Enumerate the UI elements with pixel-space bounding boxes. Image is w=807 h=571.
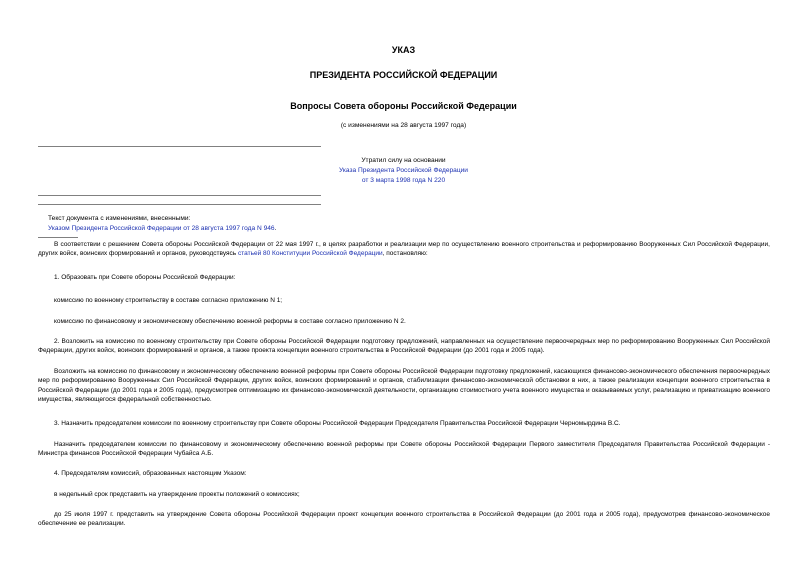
paragraph-1a: комиссию по военному строительству в составе согласно приложению N 1; [54, 297, 283, 304]
paragraph-4a: в недельный срок представить на утверждение проекты положений о комиссиях; [54, 491, 300, 498]
paragraph-1b: комиссию по финансовому и экономическому обеспечению военной реформы в составе согласно приложению N 2. [54, 318, 406, 325]
lost-force-decree-link[interactable]: Указа Президента Российской Федерации [339, 167, 468, 174]
paragraph-2: 2. Возложить на комиссию по военному строительству при Совете обороны Российской Федерации подготовку предложений, направленных на осуществление первоочередных мер по реформированию Вооруженных Сил Российской Федерации, других войск, воинских формирований и органов, а также проекта концепции военного строительства в Российской Федерации (до 2001 года и 2005 года). [38, 338, 770, 355]
constitution-article-link[interactable]: статьей 80 Конституции Российской Федерации [237, 250, 383, 258]
note-divider [38, 237, 78, 238]
doc-type: УКАЗ [391, 45, 416, 55]
amendments-note-label: Текст документа с изменениями, внесенными: [48, 215, 191, 222]
changes-note: (с изменениями на 28 августа 1997 года) [340, 122, 467, 129]
divider-bottom [38, 204, 321, 205]
lost-force-date-link[interactable]: от 3 марта 1998 года N 220 [361, 177, 446, 184]
paragraph-2b: Возложить на комиссию по финансовому и экономическому обеспечению военной реформы при Совете обороны Российской Федерации подготовку предложений, касающихся финансово-экономического обеспечения первоочередных мер по реформированию Вооруженных Сил Российской Федерации, других войск, воинских формирований и органов, стабилизации финансово-экономической обстановки в них, а также реализации концепции военного строительства в Российской Федерации (до 2001 года и 2005 года), предусмотрев оптимизацию их финансово-экономической деятельности, организацию стоимостного учета военного имущества и оказываемых услуг, реализацию и приватизацию военного имущества, являющегося федеральной собственностью. [38, 368, 770, 403]
issuer: ПРЕЗИДЕНТА РОССИЙСКОЙ ФЕДЕРАЦИИ [309, 70, 498, 80]
paragraph-3: 3. Назначить председателем комиссии по военному строительству при Совете обороны Российской Федерации Председателя Правительства Российской Федерации Черномырдина В.С. [54, 420, 621, 427]
paragraph-3b: Назначить председателем комиссии по финансовому и экономическому обеспечению военной реформы при Совете обороны Российской Федерации Первого заместителя Председателя Правительства Российской Федерации - Министра финансов Российской Федерации Чубайса А.Б. [38, 441, 770, 458]
paragraph-4: 4. Председателям комиссий, образованных настоящим Указом: [54, 470, 247, 477]
paragraph-1: 1. Образовать при Совете обороны Российской Федерации: [54, 274, 236, 281]
amendment-decree-link[interactable]: Указом Президента Российской Федерации от 28 августа 1997 года N 946 [48, 225, 275, 232]
paragraph-4b: до 25 июля 1997 г. представить на утверждение Совета обороны Российской Федерации проект концепции военного строительства в Российской Федерации (до 2001 года и 2005 года), предусмотрев финансово-экономическое обеспечение ее реализации. [38, 511, 770, 528]
divider-top [38, 146, 321, 147]
lost-force-line1: Утратил силу на основании [361, 157, 446, 164]
amendments-note [48, 214, 276, 234]
lost-force-block [322, 156, 485, 186]
divider-middle [38, 195, 321, 196]
doc-subject: Вопросы Совета обороны Российской Федерации [290, 101, 517, 111]
paragraph-preamble: В соответствии с решением Совета обороны Российской Федерации от 22 мая 1997 г., в целях разработки и реализации мер по осуществлению военного строительства и реформированию Вооруженных Сил Российской Федерации, других войск, воинских формирований и органов, руководствуясь статьей 80 Конституции Российской Федерации, постановляю: [38, 241, 770, 258]
amendment-link-end: . [274, 225, 277, 232]
